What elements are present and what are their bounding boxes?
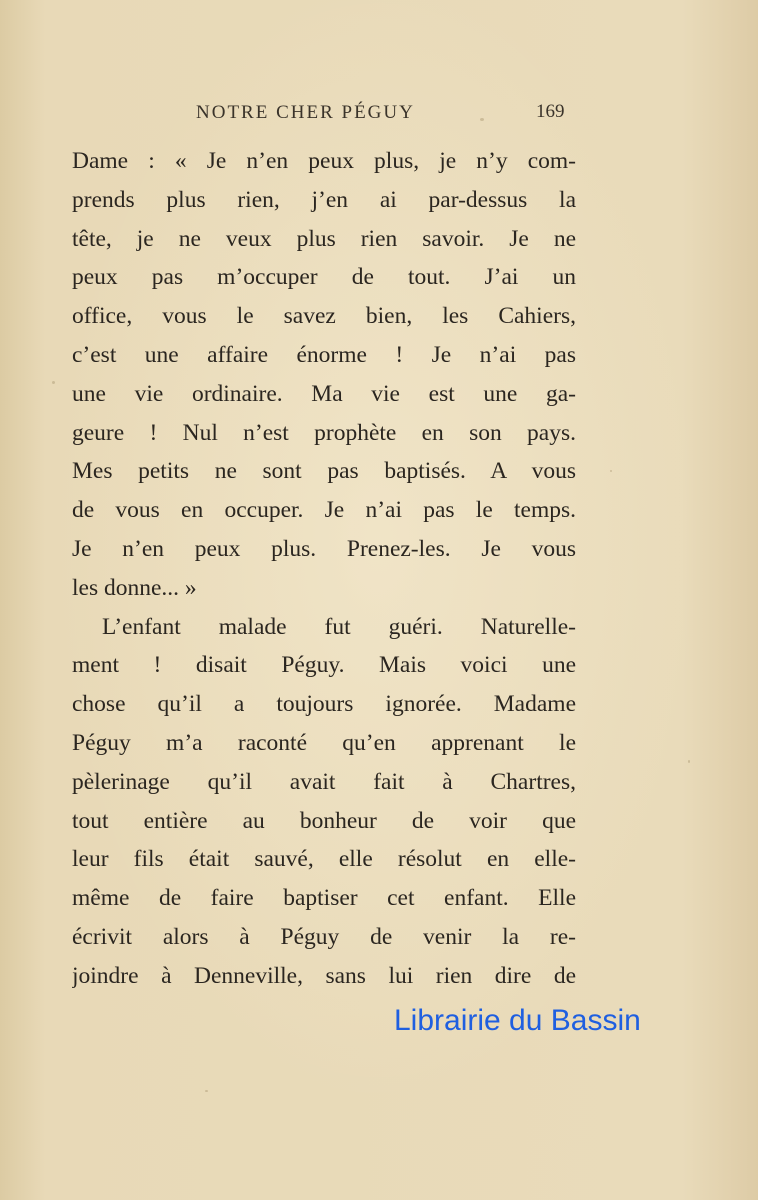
text-line: L’enfant malade fut guéri. Naturelle- [102,613,576,640]
text-line: écrivit alors à Péguy de venir la re- [72,923,576,950]
text-line: tout entière au bonheur de voir que [72,807,576,834]
watermark: Librairie du Bassin [394,1004,641,1037]
text-line: tête, je ne veux plus rien savoir. Je ne [72,225,576,252]
text-line: Mes petits ne sont pas baptisés. A vous [72,458,576,485]
text-line: Péguy m’a raconté qu’en apprenant le [72,729,576,756]
text-line: de vous en occuper. Je n’ai pas le temps. [72,497,576,524]
text-line: prends plus rien, j’en ai par-dessus la [72,186,576,213]
text-line: Je n’en peux plus. Prenez-les. Je vous [72,535,576,562]
text-line: pèlerinage qu’il avait fait à Chartres, [72,768,576,795]
body-text [72,142,576,996]
running-title: NOTRE CHER PÉGUY [196,102,415,123]
page-number: 169 [536,101,565,122]
text-line: geure ! Nul n’est prophète en son pays. [72,419,576,446]
running-head [0,100,758,130]
text-line: une vie ordinaire. Ma vie est une ga- [72,380,576,407]
text-line: peux pas m’occuper de tout. J’ai un [72,264,576,291]
text-line: leur fils était sauvé, elle résolut en elle- [72,846,576,873]
paper-speck [52,381,55,384]
paper-speck [205,1090,208,1092]
text-line: chose qu’il a toujours ignorée. Madame [72,691,576,718]
text-line: c’est une affaire énorme ! Je n’ai pas [72,341,576,368]
paper-speck [610,470,612,472]
text-line: ment ! disait Péguy. Mais voici une [72,652,576,679]
text-line: joindre à Denneville, sans lui rien dire de [72,962,576,989]
paper-speck [688,760,690,763]
text-line: office, vous le savez bien, les Cahiers, [72,303,576,330]
text-line: même de faire baptiser cet enfant. Elle [72,885,576,912]
text-line: Dame : « Je n’en peux plus, je n’y com- [72,148,576,174]
text-line: les donne... » [72,574,197,601]
